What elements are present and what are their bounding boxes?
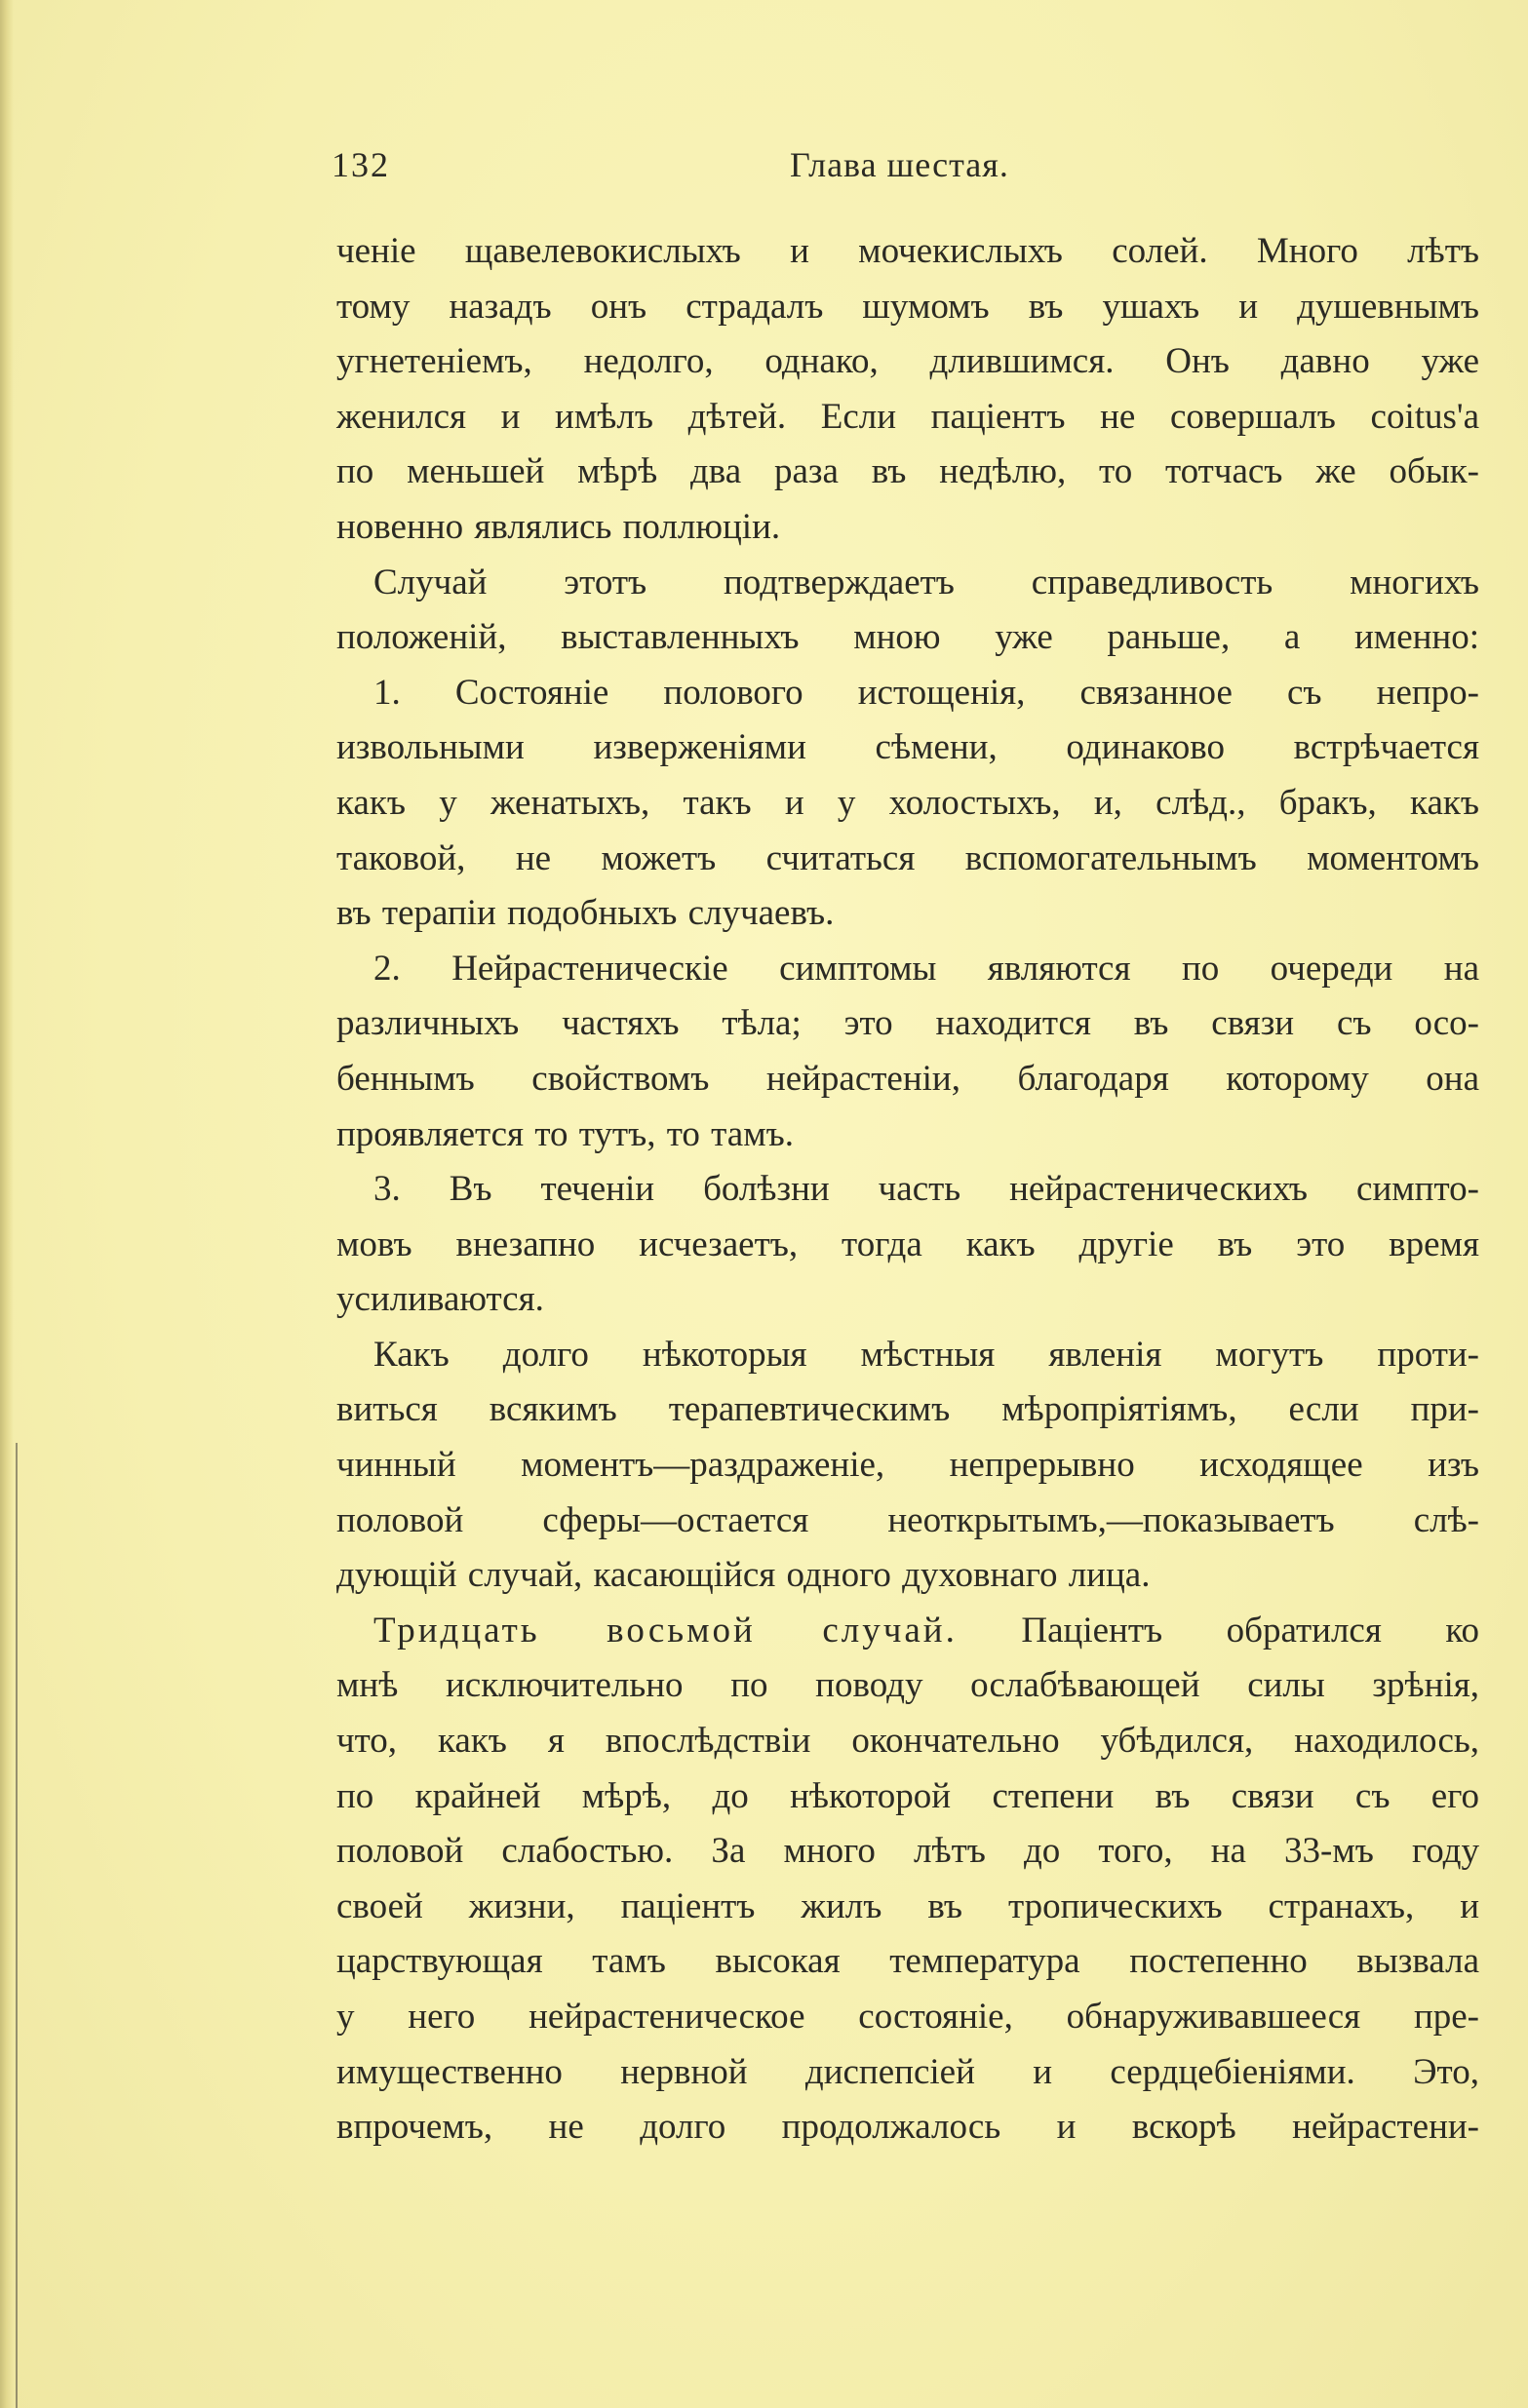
binding-line — [16, 1443, 18, 2408]
text-line: усиливаются. — [336, 1279, 544, 1320]
text-line: виться всякимъ терапевтическимъ мѣропріятіямъ, если при- — [336, 1389, 1479, 1430]
text-line: женился и имѣлъ дѣтей. Если паціентъ не совершалъ coitus'а — [336, 396, 1479, 437]
text-line: 3. Въ теченіи болѣзни часть нейрастеническихъ симпто- — [373, 1169, 1479, 1210]
text-line: извольными изверженіями сѣмени, одинаково встрѣчается — [336, 727, 1479, 768]
text-line: половой сферы—остается неоткрытымъ,—показываетъ слѣ- — [336, 1499, 1479, 1540]
text-line: ченіе щавелевокислыхъ и мочекислыхъ солей. Много лѣтъ — [336, 231, 1479, 271]
text-line: Тридцать восьмой случай. Паціентъ обратился ко — [373, 1610, 1479, 1651]
page-binding-edge — [0, 0, 14, 2408]
text-line: новенно являлись поллюціи. — [336, 506, 781, 547]
text-line: Какъ долго нѣкоторыя мѣстныя явленія могутъ проти- — [373, 1334, 1479, 1375]
text-line: что, какъ я впослѣдствіи окончательно убѣдился, находилось, — [336, 1721, 1479, 1762]
text-line: своей жизни, паціентъ жилъ въ тропическихъ странахъ, и — [336, 1885, 1479, 1926]
text-line: тому назадъ онъ страдалъ шумомъ въ ушахъ и душевнымъ — [336, 286, 1479, 327]
text-line: въ терапіи подобныхъ случаевъ. — [336, 893, 835, 934]
text-line: у него нейрастеническое состояніе, обнаруживавшееся пре- — [336, 1997, 1479, 2037]
text-line: различныхъ частяхъ тѣла; это находится въ связи съ осо- — [336, 1003, 1479, 1044]
text-line: 2. Нейрастеническіе симптомы являются по очереди на — [373, 948, 1479, 989]
text-line: дующій случай, касающійся одного духовнаго лица. — [336, 1555, 1151, 1596]
case-heading: Тридцать восьмой случай. — [373, 1610, 958, 1651]
text-line: имущественно нервной диспепсіей и сердцебіеніями. Это, — [336, 2051, 1479, 2092]
text-line: половой слабостью. За много лѣтъ до того, на 33-мъ году — [336, 1831, 1479, 1872]
text-line: впрочемъ, не долго продолжалось и вскорѣ нейрастени- — [336, 2107, 1479, 2148]
text-line: по крайней мѣрѣ, до нѣкоторой степени въ связи съ его — [336, 1775, 1479, 1816]
text-line: царствующая тамъ высокая температура постепенно вызвала — [336, 1941, 1479, 1982]
running-title: Глава шестая. — [790, 145, 1009, 184]
text-line: чинный моментъ—раздраженіе, непрерывно исходящее изъ — [336, 1445, 1479, 1486]
text-line: мовъ внезапно исчезаетъ, тогда какъ другіе въ это время — [336, 1223, 1479, 1264]
text-line: проявляется то тутъ, то тамъ. — [336, 1113, 795, 1154]
text-line: 1. Состояніе полового истощенія, связанное съ непро- — [373, 672, 1479, 713]
text-line: угнетеніемъ, недолго, однако, длившимся. Онъ давно уже — [336, 341, 1479, 382]
body-text — [336, 224, 1479, 2156]
page-header — [332, 144, 1482, 203]
page-number: 132 — [332, 145, 390, 184]
text-line: мнѣ исключительно по поводу ослабѣвающей силы зрѣнія, — [336, 1665, 1479, 1706]
text-line: положеній, выставленныхъ мною уже раньше, а именно: — [336, 617, 1479, 658]
text-line: какъ у женатыхъ, такъ и у холостыхъ, и, слѣд., бракъ, какъ — [336, 782, 1479, 823]
text-line: Случай этотъ подтверждаетъ справедливость многихъ — [373, 562, 1479, 602]
text-line: беннымъ свойствомъ нейрастеніи, благодаря которому она — [336, 1058, 1479, 1099]
text-line: по меньшей мѣрѣ два раза въ недѣлю, то тотчасъ же обык- — [336, 451, 1479, 492]
text-line: таковой, не можетъ считаться вспомогательнымъ моментомъ — [336, 837, 1479, 878]
